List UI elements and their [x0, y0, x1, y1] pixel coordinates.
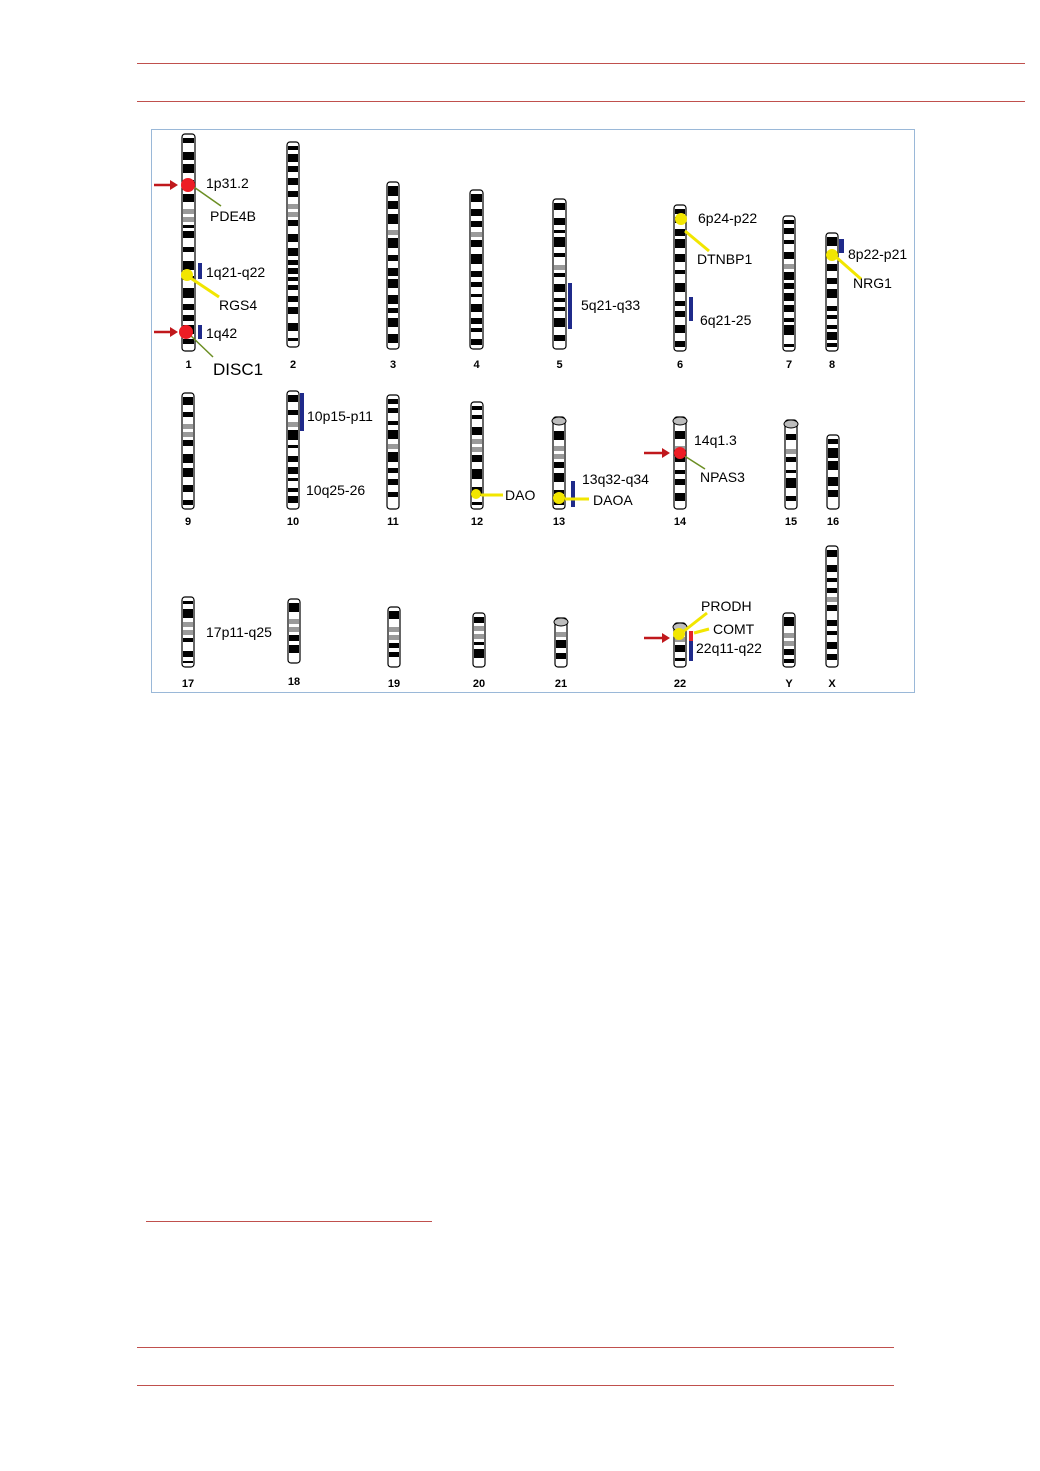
- chromosome-label-5: 5: [556, 359, 563, 371]
- chromosome-18: [288, 599, 300, 688]
- connector-prodh: [684, 613, 707, 631]
- karyotype-diagram: [152, 130, 914, 692]
- arrow-1q42: [154, 327, 178, 337]
- locus-bar-5q: [568, 283, 572, 329]
- chromosome-label-2: 2: [289, 359, 297, 371]
- label-17: 17p11-q25: [206, 624, 272, 640]
- chromosome-9: [182, 393, 194, 528]
- chromosome-label-x: X: [828, 678, 836, 690]
- chromosome-11: [387, 395, 399, 528]
- label-1q21: 1q21-q22: [206, 264, 266, 280]
- chromosome-label-13: 13: [552, 516, 566, 528]
- chromosome-label-20: 20: [472, 678, 486, 690]
- marker-yellow-rgs4: [181, 269, 193, 281]
- locus-bar-10p: [300, 393, 304, 431]
- label-1q42: 1q42: [206, 325, 238, 341]
- chromosome-14: [673, 417, 687, 528]
- label-dtnbp1: DTNBP1: [697, 251, 753, 267]
- locus-bar-1q42: [198, 325, 202, 339]
- chromosome-2: [287, 142, 299, 371]
- chromosome-17: [182, 597, 194, 690]
- chromosome-label-6: 6: [676, 359, 684, 371]
- chromosome-4: [470, 190, 483, 371]
- label-1p31: 1p31.2: [206, 175, 249, 191]
- arrow-14q: [644, 448, 670, 458]
- marker-yellow-22q: [673, 628, 685, 640]
- chromosome-y: [783, 613, 795, 690]
- chromosome-20: [473, 613, 485, 690]
- chromosome-10: [287, 391, 299, 528]
- marker-red-14q: [674, 447, 686, 459]
- chromosome-13: [552, 417, 566, 528]
- arrow-22q: [644, 633, 670, 643]
- label-disc1: DISC1: [213, 360, 264, 379]
- locus-bar-8p: [839, 239, 844, 253]
- label-pde4b: PDE4B: [210, 208, 256, 224]
- label-22q: 22q11-q22: [696, 640, 762, 656]
- chromosome-12: [471, 402, 483, 528]
- connector-comt: [694, 629, 709, 633]
- chromosome-7: [783, 216, 795, 371]
- label-14q: 14q1.3: [694, 432, 737, 448]
- chromosome-label-9: 9: [184, 516, 192, 528]
- label-10q: 10q25-26: [306, 482, 366, 498]
- marker-red-1p31: [181, 178, 195, 192]
- connector-dtnbp1: [685, 231, 709, 251]
- karyotype-figure: [151, 129, 915, 693]
- chromosome-x: [826, 546, 838, 690]
- chromosome-label-11: 11: [387, 516, 399, 528]
- chromosome-label-14: 14: [673, 516, 687, 528]
- label-npas3: NPAS3: [700, 469, 745, 485]
- chromosome-label-21: 21: [554, 678, 568, 690]
- chromosome-label-8: 8: [828, 359, 836, 371]
- header-rule-top: [137, 63, 1025, 64]
- arrow-1p31: [154, 180, 178, 190]
- chromosome-6: [674, 205, 686, 371]
- chromosome-label-18: 18: [287, 676, 301, 688]
- chromosome-label-10: 10: [286, 516, 300, 528]
- chromosome-label-15: 15: [784, 516, 798, 528]
- locus-bar-22q: [689, 641, 693, 661]
- marker-yellow-daoa: [553, 492, 565, 504]
- chromosome-label-y: Y: [785, 678, 793, 690]
- marker-yellow-6p: [675, 213, 687, 225]
- locus-bar-13q: [571, 481, 575, 507]
- label-daoa: DAOA: [593, 492, 633, 508]
- marker-yellow-8p: [826, 249, 838, 261]
- chromosome-label-1: 1: [185, 359, 192, 371]
- chromosome-label-22: 22: [673, 678, 687, 690]
- header-rule-bottom: [137, 101, 1025, 102]
- chromosome-5: [553, 199, 566, 371]
- label-6p: 6p24-p22: [698, 210, 758, 226]
- label-dao: DAO: [505, 487, 536, 503]
- chromosome-label-17: 17: [181, 678, 195, 690]
- label-comt: COMT: [713, 621, 755, 637]
- marker-red-1q42: [179, 325, 193, 339]
- label-nrg1: NRG1: [853, 275, 892, 291]
- locus-bar-6q: [689, 297, 693, 321]
- locus-bar-1q21: [198, 263, 202, 279]
- chromosome-21: [554, 618, 568, 690]
- chromosome-label-7: 7: [785, 359, 793, 371]
- label-prodh: PRODH: [701, 598, 752, 614]
- label-5q: 5q21-q33: [581, 297, 641, 313]
- chromosome-16: [827, 435, 839, 528]
- chromosome-label-3: 3: [389, 359, 397, 371]
- chromosome-label-16: 16: [826, 516, 840, 528]
- chromosome-3: [387, 182, 399, 371]
- footer-rule-top: [137, 1347, 894, 1348]
- label-8p: 8p22-p21: [848, 246, 908, 262]
- chromosome-19: [388, 607, 400, 690]
- label-rgs4: RGS4: [219, 297, 258, 313]
- chromosome-label-12: 12: [470, 516, 484, 528]
- label-13q: 13q32-q34: [582, 471, 649, 487]
- footer-rule-bottom: [137, 1385, 894, 1386]
- footnote-rule: [146, 1221, 432, 1222]
- chromosome-label-4: 4: [473, 359, 480, 371]
- chromosome-label-19: 19: [387, 678, 401, 690]
- label-6q: 6q21-25: [700, 312, 752, 328]
- marker-yellow-dao: [471, 489, 481, 499]
- chromosome-15: [784, 420, 798, 528]
- label-10p: 10p15-p11: [307, 408, 373, 424]
